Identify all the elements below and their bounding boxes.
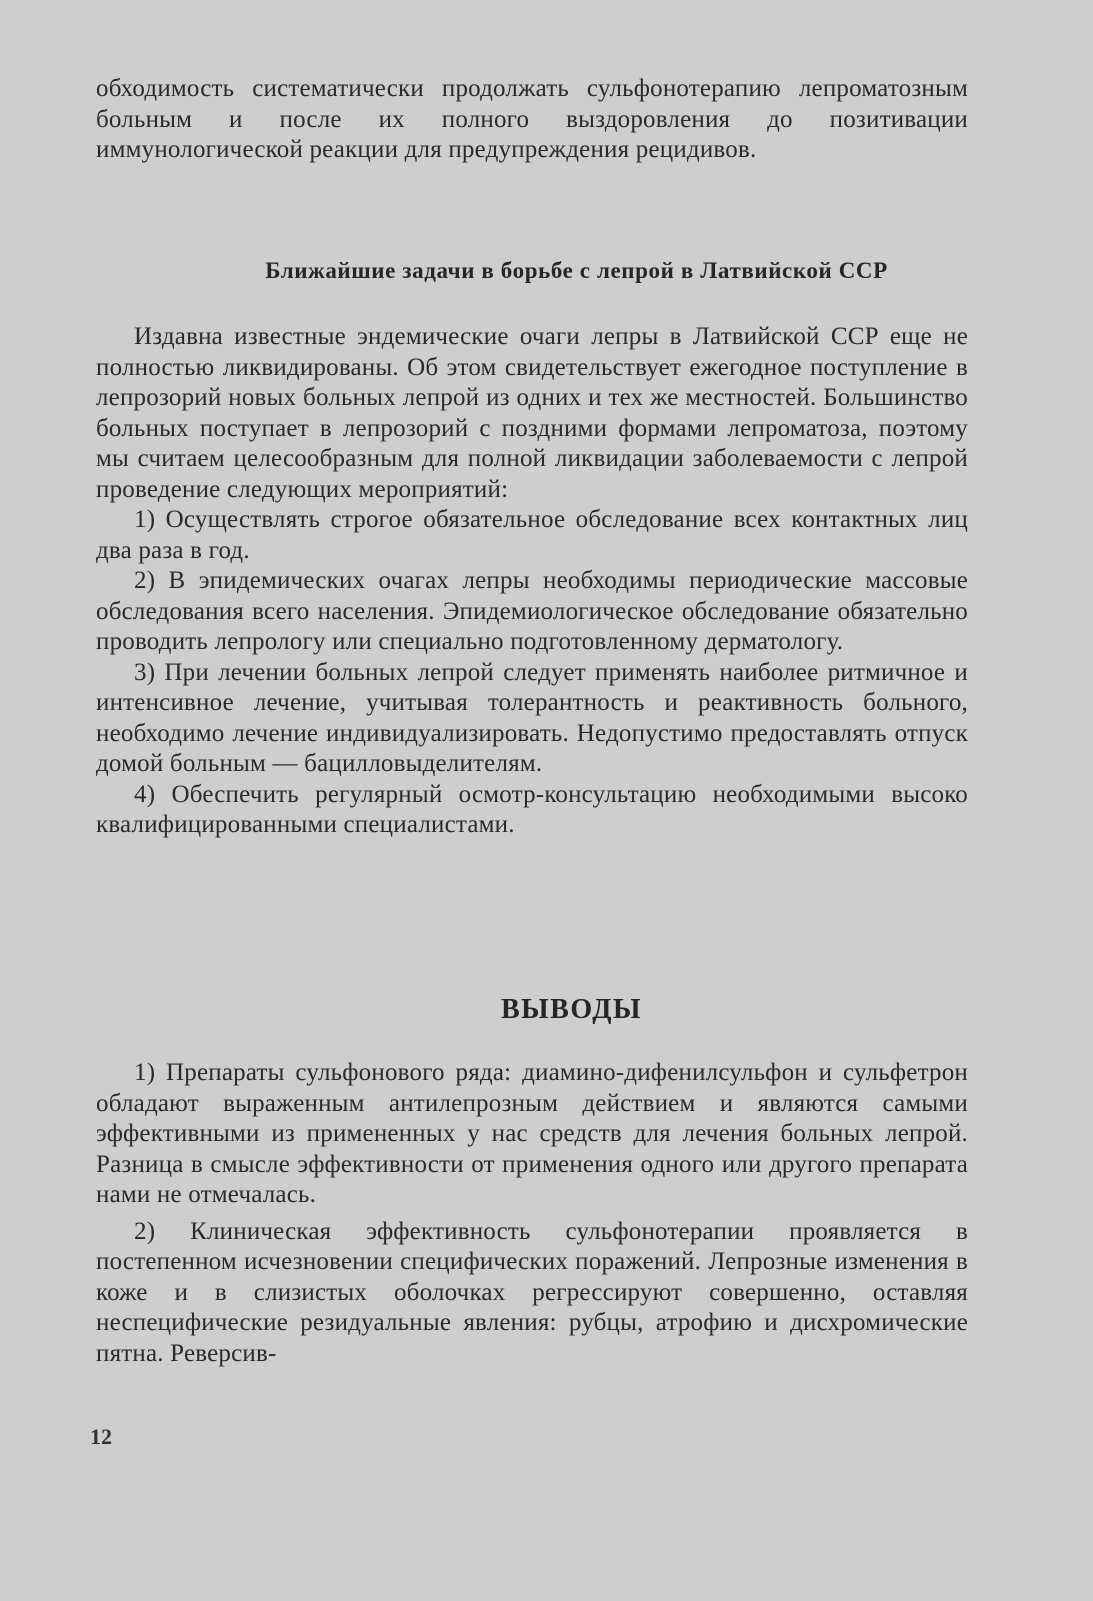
section-title: ВЫВОДЫ	[501, 994, 642, 1025]
top-paragraph-block	[96, 74, 968, 166]
measure-item: 2) В эпидемических очагах лепры необходимы периодические массовые обследования всего населения. Эпидемиологическое обследование обязательно проводить лепрологу или специально подготовленному дерматологу.	[96, 567, 968, 655]
measure-item: 4) Обеспечить регулярный осмотр-консультацию необходимыми высоко квалифицированными специалистами.	[96, 780, 968, 838]
measure-item: 3) При лечении больных лепрой следует применять наиболее ритмичное и интенсивное лечение, учитывая толерантность и реактивность больного, необходимо лечение индивидуализировать. Недопустимо предоставлять отпуск домой больным — бацилловыделителям.	[96, 658, 968, 777]
intro-paragraph: Издавна известные эндемические очаги лепры в Латвийской ССР еще не полностью ликвидированы. Об этом свидетельствует ежегодное поступление в лепрозорий новых больных лепрой из одних и тех же местностей. Большинство больных поступает в лепрозорий с поздними формами лепроматоза, поэтому мы считаем целесообразным для полной ликвидации заболеваемости с лепрой проведение следующих мероприятий:	[96, 323, 968, 503]
measures-block	[96, 322, 968, 841]
top-paragraph: обходимость систематически продолжать сульфонотерапию лепроматозным больным и после их полного выздоровления до позитивации иммунологической реакции для предупреждения рецидивов.	[96, 75, 968, 163]
subheading: Ближайшие задачи в борьбе с лепрой в Латвийской ССР	[265, 258, 888, 283]
page-number: 12	[90, 1424, 112, 1449]
measure-item: 1) Осуществлять строгое обязательное обследование всех контактных лиц два раза в год.	[96, 506, 968, 564]
conclusion-item: 1) Препараты сульфонового ряда: диамино-дифенилсульфон и сульфетрон обладают выраженным антилепрозным действием и являются самыми эффективными из примененных у нас средств для лечения больных лепрой. Разница в смысле эффективности от применения одного или другого препарата нами не отмечалась.	[96, 1059, 968, 1208]
conclusions-block	[96, 1058, 968, 1369]
conclusion-item: 2) Клиническая эффективность сульфонотерапии проявляется в постепенном исчезновении специфических поражений. Лепрозные изменения в коже и в слизистых оболочках регрессируют совершенно, оставляя неспецифические резидуальные явления: рубцы, атрофию и дисхромические пятна. Реверсив-	[96, 1217, 968, 1367]
